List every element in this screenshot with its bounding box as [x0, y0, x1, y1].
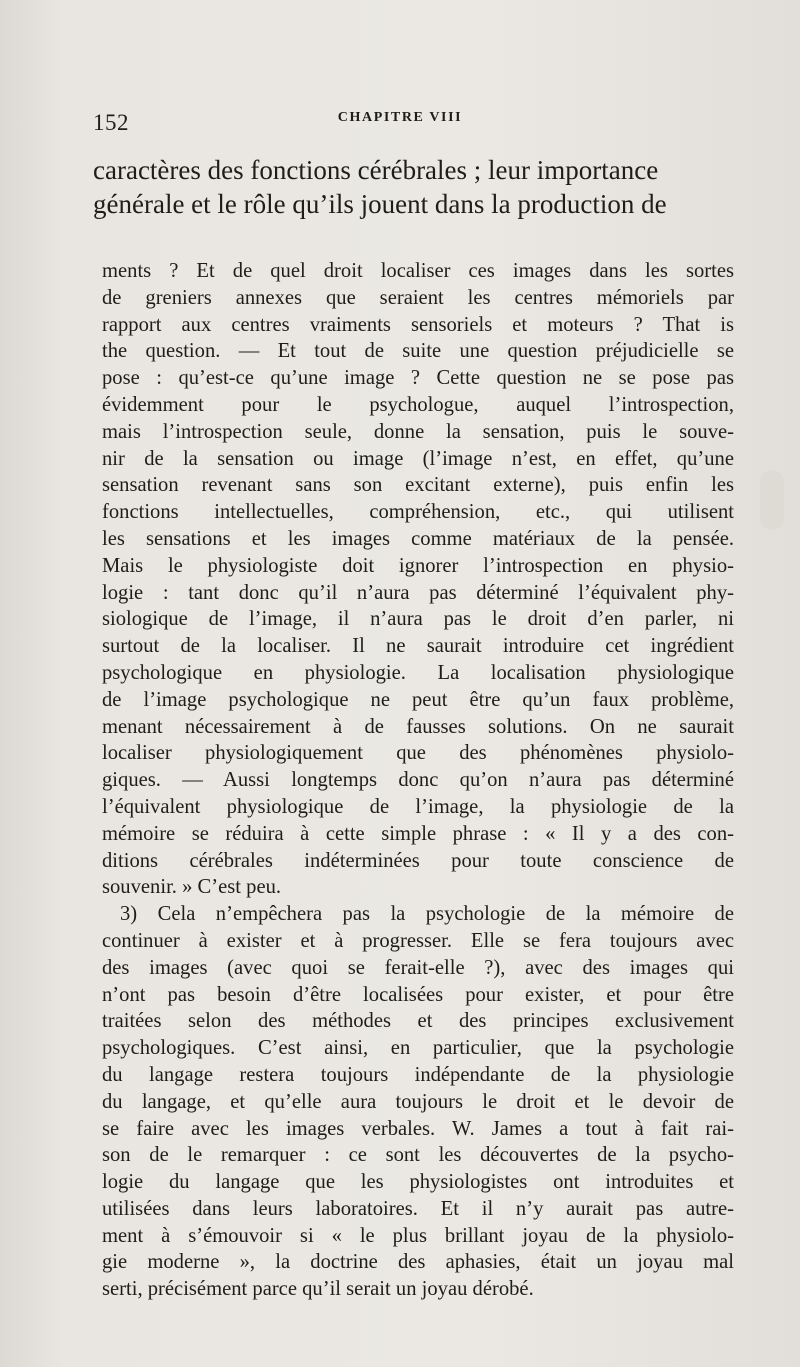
- text-line: utilisées dans leurs laboratoires. Et il n’y aurait pas autre-: [102, 1197, 734, 1220]
- text-line: ments ? Et de quel droit localiser ces images dans les sortes: [102, 260, 734, 282]
- running-head: CHAPITRE VIII: [337, 110, 463, 125]
- page-number: 152: [93, 110, 129, 135]
- text-line: nir de la sensation ou image (l’image n’est, en effet, qu’une: [102, 447, 734, 470]
- text-line: mémoire se réduira à cette simple phrase : « Il y a des con-: [102, 822, 734, 845]
- text-line: serti, précisément parce qu’il serait un joyau dérobé.: [102, 1278, 534, 1301]
- text-line: rapport aux centres vraiments sensoriels et moteurs ? That is: [102, 313, 734, 336]
- text-line: 3) Cela n’empêchera pas la psychologie de la mémoire de: [120, 903, 734, 926]
- text-line: de l’image psychologique ne peut être qu’un faux problème,: [102, 688, 734, 711]
- paper-smudge: [760, 470, 784, 530]
- text-line: fonctions intellectuelles, compréhension, etc., qui utilisent: [102, 501, 734, 524]
- text-line: de greniers annexes que seraient les centres mémoriels par: [102, 286, 734, 309]
- text-line: se faire avec les images verbales. W. James a tout à fait rai-: [102, 1117, 734, 1140]
- text-line: psychologique en physiologie. La localisation physiologique: [102, 661, 734, 684]
- text-line: logie du langage que les physiologistes ont introduites et: [102, 1171, 734, 1194]
- text-line: surtout de la localiser. Il ne saurait introduire cet ingrédient: [102, 635, 734, 658]
- text-line: Mais le physiologiste doit ignorer l’introspection en physio-: [102, 554, 734, 577]
- text-line: gie moderne », la doctrine des aphasies, était un joyau mal: [102, 1251, 734, 1274]
- text-line: ment à s’émouvoir si « le plus brillant joyau de la physiolo-: [102, 1224, 734, 1247]
- text-line: les sensations et les images comme matériaux de la pensée.: [102, 527, 734, 550]
- heading-line: générale et le rôle qu’ils jouent dans la production de: [93, 189, 667, 219]
- text-line: logie : tant donc qu’il n’aura pas déterminé l’équivalent phy-: [102, 581, 734, 604]
- text-line: des images (avec quoi se ferait-elle ?), avec des images qui: [102, 956, 734, 979]
- text-line: mais l’introspection seule, donne la sensation, puis le souve-: [102, 420, 734, 443]
- text-line: du langage, et qu’elle aura toujours le droit et le devoir de: [102, 1090, 734, 1113]
- text-line: continuer à exister et à progresser. Elle se fera toujours avec: [102, 929, 734, 952]
- text-line: souvenir. » C’est peu.: [102, 876, 282, 899]
- heading-line: caractères des fonctions cérébrales ; leur importance: [93, 155, 659, 185]
- text-line: sensation revenant sans son excitant externe), puis enfin les: [102, 474, 734, 497]
- text-line: son de le remarquer : ce sont les découvertes de la psycho-: [102, 1144, 734, 1167]
- text-line: n’ont pas besoin d’être localisées pour exister, et pour être: [102, 983, 734, 1006]
- text-line: the question. — Et tout de suite une question préjudicielle se: [102, 340, 734, 363]
- text-line: ditions cérébrales indéterminées pour toute conscience de: [102, 849, 734, 872]
- text-line: menant nécessairement à de fausses solutions. On ne saurait: [102, 715, 734, 738]
- text-line: giques. — Aussi longtemps donc qu’on n’aura pas déterminé: [102, 769, 734, 792]
- text-line: siologique de l’image, il n’aura pas le droit d’en parler, ni: [102, 608, 734, 631]
- text-line: pose : qu’est-ce qu’une image ? Cette question ne se pose pas: [102, 367, 734, 390]
- heading-text: [93, 153, 733, 221]
- text-line: l’équivalent physiologique de l’image, la physiologie de la: [102, 795, 734, 818]
- text-line: évidemment pour le psychologue, auquel l’introspection,: [102, 393, 734, 416]
- text-line: du langage restera toujours indépendante de la physiologie: [102, 1063, 734, 1086]
- text-line: psychologiques. C’est ainsi, en particulier, que la psychologie: [102, 1037, 734, 1060]
- text-line: localiser physiologiquement que des phénomènes physiolo-: [102, 742, 734, 765]
- text-line: traitées selon des méthodes et des principes exclusivement: [102, 1010, 734, 1033]
- body-text: [102, 258, 734, 1303]
